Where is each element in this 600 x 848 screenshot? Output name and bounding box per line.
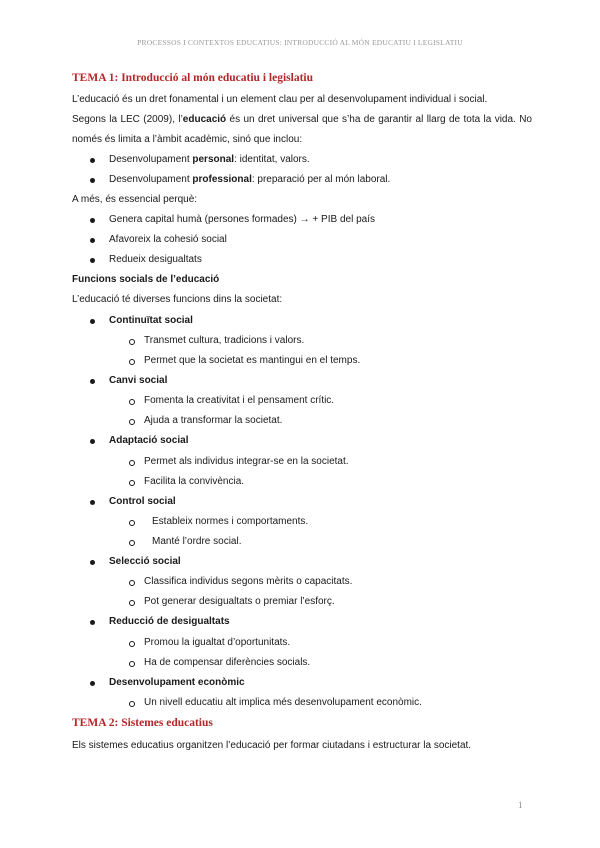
tema1-heading: TEMA 1: Introducció al món educatiu i legislatiu xyxy=(72,72,313,84)
bullet-circle-icon xyxy=(129,540,135,546)
bullet-circle-icon xyxy=(129,520,135,526)
bullet-circle-icon xyxy=(129,399,135,405)
paragraph-reasons: A més, és essencial perquè: xyxy=(72,194,198,205)
function-name: Control social xyxy=(109,496,176,507)
function-item: Ha de compensar diferències socials. xyxy=(144,657,311,668)
bullet-dot-icon xyxy=(90,238,95,243)
list-item-reason: Redueix desigualtats xyxy=(109,254,202,265)
list-item-professional: Desenvolupament professional: preparació per al món laboral. xyxy=(109,174,391,185)
bullet-dot-icon xyxy=(90,158,95,163)
bullet-circle-icon xyxy=(129,359,135,365)
paragraph-systems: Els sistemes educatius organitzen l’educació per formar ciutadans i estructurar la societat. xyxy=(72,740,472,751)
page-number: 1 xyxy=(518,800,523,810)
function-item: Classifica individus segons mèrits o capacitats. xyxy=(144,576,353,587)
bullet-circle-icon xyxy=(129,580,135,586)
bullet-dot-icon xyxy=(90,620,95,625)
function-item: Transmet cultura, tradicions i valors. xyxy=(144,335,305,346)
paragraph-includes: només és limita a l’àmbit acadèmic, sinó que inclou: xyxy=(72,134,303,145)
tema2-heading: TEMA 2: Sistemes educatius xyxy=(72,717,213,729)
bullet-dot-icon xyxy=(90,319,95,324)
bullet-dot-icon xyxy=(90,218,95,223)
function-item: Pot generar desigualtats o premiar l’esforç. xyxy=(144,596,335,607)
bullet-circle-icon xyxy=(129,641,135,647)
function-name: Canvi social xyxy=(109,375,168,386)
bullet-circle-icon xyxy=(129,701,135,707)
function-item: Estableix normes i comportaments. xyxy=(152,516,309,527)
paragraph-intro: L’educació és un dret fonamental i un element clau per al desenvolupament individual i social. xyxy=(72,94,488,105)
function-item: Promou la igualtat d’oportunitats. xyxy=(144,637,291,648)
function-item: Permet que la societat es mantingui en el temps. xyxy=(144,355,361,366)
function-item: Manté l’ordre social. xyxy=(152,536,242,547)
bullet-dot-icon xyxy=(90,379,95,384)
function-item: Permet als individus integrar-se en la societat. xyxy=(144,456,349,467)
bullet-dot-icon xyxy=(90,500,95,505)
bullet-dot-icon xyxy=(90,560,95,565)
list-item-reason: Genera capital humà (persones formades) → + PIB del país xyxy=(109,214,375,225)
bullet-dot-icon xyxy=(90,178,95,183)
running-header: PROCESSOS I CONTEXTOS EDUCATIUS: INTRODUCCIÓ AL MÓN EDUCATIU I LEGISLATIU xyxy=(137,38,463,47)
functions-intro: L’educació té diverses funcions dins la societat: xyxy=(72,294,283,305)
function-item: Facilita la convivència. xyxy=(144,476,245,487)
bullet-circle-icon xyxy=(129,661,135,667)
function-name: Desenvolupament econòmic xyxy=(109,677,245,688)
bullet-dot-icon xyxy=(90,258,95,263)
function-item: Un nivell educatiu alt implica més desenvolupament econòmic. xyxy=(144,697,422,708)
bullet-circle-icon xyxy=(129,339,135,345)
list-item-reason: Afavoreix la cohesió social xyxy=(109,234,227,245)
function-name: Adaptació social xyxy=(109,435,189,446)
bullet-circle-icon xyxy=(129,480,135,486)
list-item-personal: Desenvolupament personal: identitat, valors. xyxy=(109,154,310,165)
paragraph-lec: Segons la LEC (2009), l’educació és un dret universal que s’ha de garantir al llarg de tota la vida. No xyxy=(72,114,532,125)
bullet-dot-icon xyxy=(90,439,95,444)
function-item: Ajuda a transformar la societat. xyxy=(144,415,283,426)
function-name: Continuïtat social xyxy=(109,315,193,326)
bullet-dot-icon xyxy=(90,681,95,686)
bullet-circle-icon xyxy=(129,600,135,606)
bullet-circle-icon xyxy=(129,419,135,425)
function-name: Reducció de desigualtats xyxy=(109,616,230,627)
function-item: Fomenta la creativitat i el pensament crític. xyxy=(144,395,335,406)
bullet-circle-icon xyxy=(129,460,135,466)
functions-heading: Funcions socials de l’educació xyxy=(72,274,220,285)
function-name: Selecció social xyxy=(109,556,181,567)
